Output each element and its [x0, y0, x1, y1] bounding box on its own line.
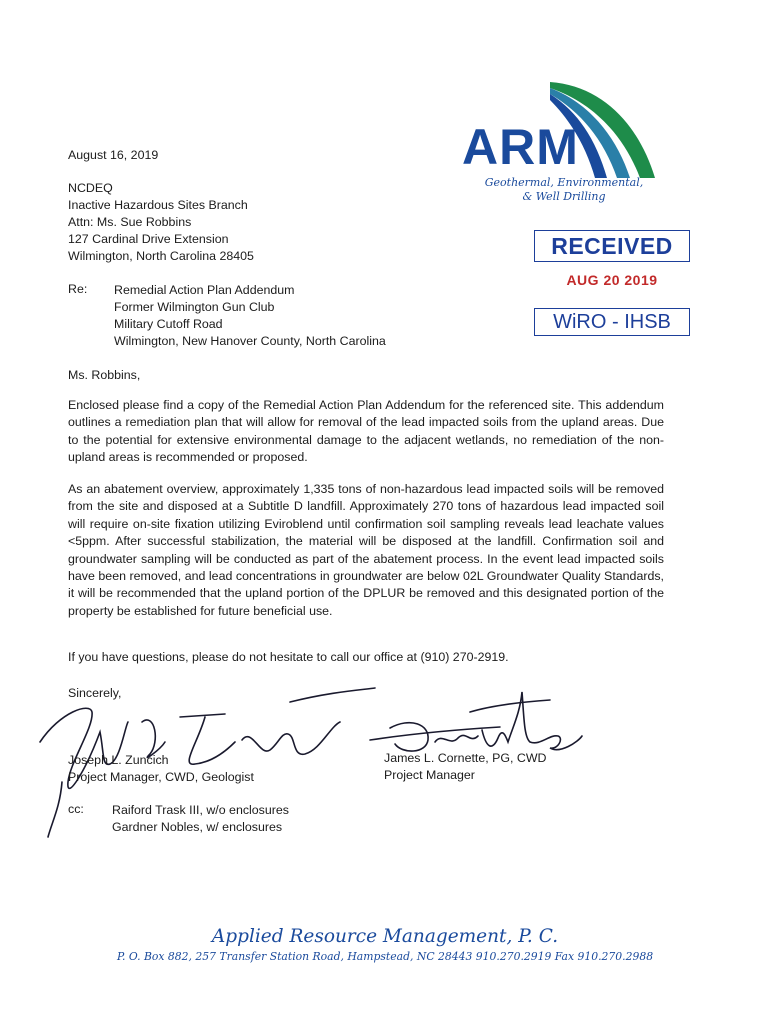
cc-list [112, 802, 289, 836]
footer-company: Applied Resource Management, P. C. [211, 926, 559, 947]
stamp-date: AUG 20 2019 [566, 272, 658, 288]
signatory-name: Joseph L. Zuncich [68, 753, 169, 767]
address-line: 127 Cardinal Drive Extension [68, 232, 229, 246]
closing: Sincerely, [68, 686, 122, 700]
received-stamp [534, 230, 690, 338]
signatory-title: Project Manager [384, 768, 475, 782]
cc-entry: Raiford Trask III, w/o enclosures [112, 803, 289, 817]
re-line: Military Cutoff Road [114, 317, 223, 331]
signatory-title: Project Manager, CWD, Geologist [68, 770, 254, 784]
signatory-name: James L. Cornette, PG, CWD [384, 751, 547, 765]
stamp-office: WiRO - IHSB [534, 308, 690, 336]
signatory-block [68, 752, 254, 786]
re-line: Former Wilmington Gun Club [114, 300, 275, 314]
signatory-block [384, 750, 547, 784]
body-paragraph: If you have questions, please do not hesitate to call our office at (910) 270-2919. [68, 650, 509, 664]
address-line: NCDEQ [68, 181, 113, 195]
re-line: Remedial Action Plan Addendum [114, 283, 295, 297]
re-line: Wilmington, New Hanover County, North Carolina [114, 334, 386, 348]
address-line: Inactive Hazardous Sites Branch [68, 198, 248, 212]
body-paragraph: As an abatement overview, approximately 1,335 tons of non-hazardous lead impacted soils will be removed from the site and disposed at a Subtitle D landfill. Approximately 270 tons of hazardous lead impacted soil will require on-site fixation utilizing Eviroblend until confirmation soil sampling reveals lead leachate values <5ppm. After successful stabilization, the material will be disposed at the landfill. Confirmation soil and groundwater sampling will be conducted as part of the abatement process. In the event lead impacted soils have been removed, and lead concentrations in groundwater are below 02L Groundwater Quality Standards, it will be recommended that the upland portion of the DPLUR be removed and this designated portion of the property be established for future beneficial use. [68, 482, 664, 618]
logo-tagline [458, 176, 670, 204]
recipient-address [68, 180, 254, 265]
tagline-line: & Well Drilling [522, 190, 606, 203]
cc-label: cc: [68, 802, 84, 816]
logo-text: ARM [462, 119, 579, 175]
re-subject [114, 282, 386, 350]
salutation: Ms. Robbins, [68, 368, 141, 382]
address-line: Attn: Ms. Sue Robbins [68, 215, 192, 229]
address-line: Wilmington, North Carolina 28405 [68, 249, 254, 263]
re-label: Re: [68, 282, 88, 296]
body-paragraph: Enclosed please find a copy of the Remedial Action Plan Addendum for the referenced site. This addendum outlines a remediation plan that will allow for removal of the lead impacted soils from the upland areas. Due to the potential for extensive environmental damage to the adjacent wetlands, no remediation of the non-upland areas is recommended or proposed. [68, 398, 664, 465]
tagline-line: Geothermal, Environmental, [484, 176, 644, 189]
cc-entry: Gardner Nobles, w/ enclosures [112, 820, 283, 834]
footer-address: P. O. Box 882, 257 Transfer Station Road, Hampstead, NC 28443 910.270.2919 Fax 910.270.2988 [116, 950, 654, 963]
letter-date: August 16, 2019 [68, 148, 159, 162]
stamp-received: RECEIVED [534, 230, 690, 262]
